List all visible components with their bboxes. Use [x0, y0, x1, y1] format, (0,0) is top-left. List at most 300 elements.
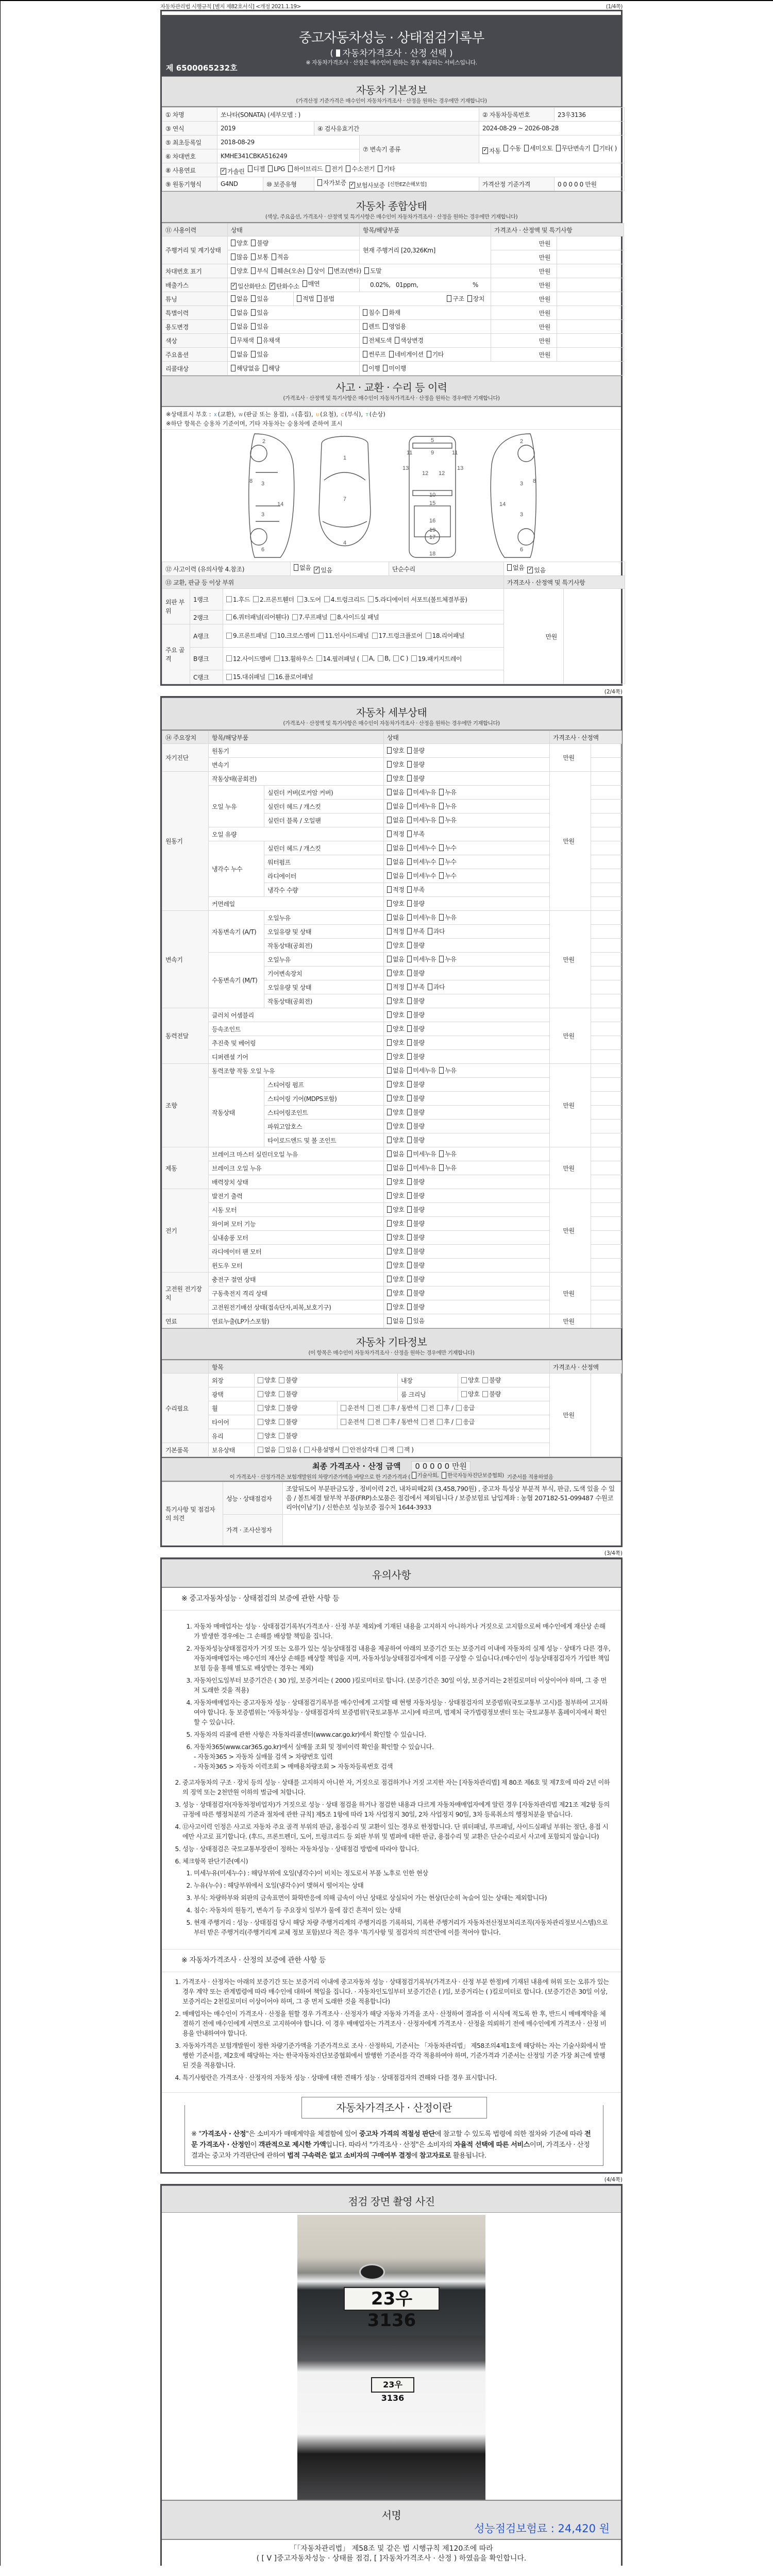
checkbox-icon[interactable]: [387, 872, 392, 879]
checkbox-icon[interactable]: [363, 309, 367, 316]
remark-cell[interactable]: [591, 1273, 622, 1286]
checked-box-icon[interactable]: ✓: [483, 147, 488, 153]
checkbox-icon[interactable]: [387, 803, 392, 809]
remark-cell[interactable]: [591, 1147, 622, 1161]
checkbox-option[interactable]: [524, 144, 553, 152]
checkbox-option[interactable]: [257, 336, 280, 345]
checkbox-option[interactable]: [226, 595, 250, 604]
checkbox-option[interactable]: [297, 294, 314, 303]
checkbox-option[interactable]: [263, 364, 280, 372]
checkbox-option[interactable]: [407, 955, 436, 963]
checkbox-icon[interactable]: [258, 1433, 263, 1439]
checkbox-icon[interactable]: [387, 789, 392, 795]
remark-cell[interactable]: [591, 1008, 622, 1022]
checkbox-icon[interactable]: [387, 1276, 392, 1282]
checkbox-icon[interactable]: [364, 267, 369, 274]
checkbox-option[interactable]: [407, 829, 424, 838]
remark-cell[interactable]: [557, 320, 624, 334]
checked-box-icon[interactable]: ✓: [314, 567, 319, 572]
checkbox-option[interactable]: [368, 595, 467, 604]
checkbox-option[interactable]: [387, 1010, 404, 1019]
checkbox-icon[interactable]: [407, 872, 412, 879]
checkbox-option[interactable]: [258, 1417, 276, 1426]
checkbox-option[interactable]: [258, 1376, 276, 1384]
checkbox-icon[interactable]: [231, 323, 236, 330]
checkbox-option[interactable]: [407, 871, 436, 880]
checkbox-option[interactable]: [292, 613, 327, 621]
checkbox-option[interactable]: [442, 1471, 504, 1479]
checkbox-icon[interactable]: [387, 956, 392, 962]
checkbox-option[interactable]: [387, 955, 404, 963]
checkbox-icon[interactable]: [407, 1137, 412, 1143]
checkbox-option[interactable]: [456, 1403, 474, 1412]
checkbox-icon[interactable]: [258, 1377, 263, 1383]
checkbox-icon[interactable]: [308, 267, 312, 274]
checkbox-icon[interactable]: [387, 942, 392, 948]
checkbox-option[interactable]: [426, 631, 465, 640]
checkbox-option[interactable]: [439, 955, 456, 963]
checkbox-icon[interactable]: [407, 914, 412, 921]
checkbox-icon[interactable]: [467, 295, 472, 302]
remark-cell[interactable]: [591, 1314, 622, 1328]
checkbox-option[interactable]: [387, 1024, 404, 1033]
checkbox-option[interactable]: [594, 144, 617, 152]
checkbox-option[interactable]: [387, 1233, 404, 1242]
checkbox-option[interactable]: [387, 1247, 404, 1256]
remark-cell[interactable]: [591, 786, 622, 800]
checkbox-option[interactable]: [407, 1136, 424, 1144]
remark-cell[interactable]: [591, 800, 622, 814]
checkbox-option[interactable]: [407, 899, 424, 908]
checkbox-option[interactable]: [387, 913, 404, 922]
checkbox-icon[interactable]: [439, 1150, 444, 1157]
checkbox-icon[interactable]: [407, 1164, 412, 1171]
checkbox-icon[interactable]: [407, 1123, 412, 1129]
remark-cell[interactable]: [557, 278, 624, 292]
remark-cell[interactable]: [591, 1120, 622, 1133]
checkbox-option[interactable]: [251, 350, 268, 359]
checkbox-icon[interactable]: [226, 596, 232, 602]
checkbox-option[interactable]: [387, 982, 404, 991]
checkbox-option[interactable]: [226, 672, 265, 681]
checkbox-option[interactable]: [363, 336, 392, 345]
checkbox-icon[interactable]: [387, 1150, 392, 1157]
checkbox-icon[interactable]: [439, 956, 444, 962]
checkbox-option[interactable]: [407, 927, 424, 936]
checkbox-option[interactable]: [447, 294, 464, 303]
remark-cell[interactable]: [591, 897, 622, 911]
checkbox-icon[interactable]: [387, 1290, 392, 1296]
checkbox-icon[interactable]: [461, 1391, 467, 1397]
checkbox-icon[interactable]: [387, 1025, 392, 1032]
checkbox-icon[interactable]: [387, 1206, 392, 1213]
checkbox-option[interactable]: [387, 1275, 404, 1283]
checkbox-icon[interactable]: [341, 1405, 346, 1411]
checkbox-icon[interactable]: [439, 803, 444, 809]
remark-cell[interactable]: [591, 869, 622, 883]
remark-cell[interactable]: [591, 911, 622, 925]
checkbox-icon[interactable]: [428, 928, 432, 935]
checkbox-option[interactable]: [363, 322, 380, 331]
checkbox-option[interactable]: [381, 1445, 394, 1454]
checkbox-option[interactable]: [407, 816, 436, 824]
checkbox-option[interactable]: [427, 350, 444, 359]
checkbox-option[interactable]: [387, 871, 404, 880]
checkbox-option[interactable]: [341, 1417, 365, 1426]
checkbox-option[interactable]: [387, 927, 404, 936]
checkbox-option[interactable]: [270, 282, 299, 291]
checkbox-icon[interactable]: [383, 309, 388, 316]
checkbox-option[interactable]: [387, 969, 404, 977]
checked-box-icon[interactable]: ✓: [231, 283, 236, 289]
checkbox-icon[interactable]: [304, 1447, 310, 1453]
checkbox-option[interactable]: [268, 672, 313, 681]
checkbox-icon[interactable]: [437, 1405, 443, 1411]
checkbox-option[interactable]: [251, 308, 268, 317]
checkbox-option[interactable]: [324, 595, 365, 604]
remark-cell[interactable]: [591, 980, 622, 994]
checkbox-option[interactable]: [407, 746, 424, 755]
checkbox-option[interactable]: [482, 146, 500, 155]
checkbox-icon[interactable]: [439, 789, 444, 795]
checkbox-option[interactable]: [407, 1219, 424, 1228]
checkbox-icon[interactable]: [368, 1419, 374, 1425]
checkbox-option[interactable]: [407, 1163, 436, 1172]
checkbox-option[interactable]: [407, 1052, 424, 1061]
checkbox-icon[interactable]: [422, 1405, 427, 1411]
checkbox-icon[interactable]: [407, 1053, 412, 1060]
checkbox-icon[interactable]: [258, 1391, 263, 1397]
checkbox-icon[interactable]: [407, 844, 412, 851]
checkbox-icon[interactable]: [439, 1067, 444, 1074]
checkbox-icon[interactable]: [387, 997, 392, 1004]
checkbox-icon[interactable]: [387, 1067, 392, 1074]
checkbox-icon[interactable]: [303, 280, 307, 287]
checkbox-option[interactable]: [258, 1403, 276, 1412]
checkbox-option[interactable]: [407, 941, 424, 950]
checkbox-option[interactable]: [407, 802, 436, 810]
remark-cell[interactable]: [591, 1133, 622, 1147]
remark-cell[interactable]: [591, 883, 622, 897]
checkbox-option[interactable]: [387, 1108, 404, 1116]
checkbox-option[interactable]: [231, 266, 248, 275]
checkbox-icon[interactable]: [407, 858, 412, 865]
checkbox-option[interactable]: [395, 336, 424, 345]
remark-cell[interactable]: [591, 1286, 622, 1300]
checkbox-icon[interactable]: [407, 1067, 412, 1074]
checkbox-icon[interactable]: [258, 1405, 263, 1411]
checkbox-option[interactable]: [387, 1094, 404, 1103]
checkbox-icon[interactable]: [271, 633, 276, 639]
checkbox-option[interactable]: [439, 816, 456, 824]
checkbox-icon[interactable]: [292, 614, 298, 620]
checkbox-icon[interactable]: [387, 1248, 392, 1255]
checkbox-option[interactable]: [316, 654, 359, 663]
checkbox-option[interactable]: [461, 1389, 479, 1398]
remark-cell[interactable]: [591, 1078, 622, 1092]
remark-cell[interactable]: [591, 1064, 622, 1078]
checkbox-option[interactable]: [383, 308, 400, 317]
remark-cell[interactable]: [591, 814, 622, 827]
remark-cell[interactable]: [557, 236, 624, 250]
checkbox-icon[interactable]: [268, 674, 274, 680]
checkbox-icon[interactable]: [407, 1081, 412, 1088]
checkbox-option[interactable]: [456, 1417, 474, 1426]
checkbox-icon[interactable]: [387, 1317, 392, 1324]
checkbox-icon[interactable]: [387, 1262, 392, 1268]
checkbox-option[interactable]: [251, 239, 268, 247]
remark-cell[interactable]: [591, 1161, 622, 1175]
checkbox-option[interactable]: [363, 308, 380, 317]
checkbox-option[interactable]: [428, 982, 445, 991]
checkbox-icon[interactable]: [257, 337, 262, 344]
checkbox-icon[interactable]: [317, 295, 322, 302]
checkbox-option[interactable]: [387, 1289, 404, 1297]
checkbox-icon[interactable]: [387, 775, 392, 782]
checkbox-icon[interactable]: [378, 165, 382, 172]
checkbox-option[interactable]: [387, 1219, 404, 1228]
checkbox-option[interactable]: [272, 266, 305, 275]
checkbox-option[interactable]: [439, 1149, 456, 1158]
checkbox-icon[interactable]: [279, 1419, 284, 1425]
checkbox-icon[interactable]: [251, 351, 256, 358]
checkbox-icon[interactable]: [387, 886, 392, 893]
checkbox-option[interactable]: [378, 655, 390, 662]
checkbox-option[interactable]: [556, 144, 591, 152]
checkbox-option[interactable]: [527, 566, 545, 574]
checkbox-option[interactable]: [428, 927, 445, 936]
checkbox-option[interactable]: [387, 1149, 404, 1158]
checkbox-option[interactable]: [387, 1177, 404, 1186]
checkbox-icon[interactable]: [387, 831, 392, 837]
checkbox-icon[interactable]: [482, 1391, 488, 1397]
checkbox-option[interactable]: [407, 1191, 424, 1200]
checkbox-option[interactable]: [378, 164, 395, 173]
checkbox-icon[interactable]: [324, 596, 330, 602]
checkbox-icon[interactable]: [381, 1447, 387, 1453]
checkbox-option[interactable]: [422, 1417, 434, 1426]
remark-cell[interactable]: [591, 827, 622, 841]
remark-cell[interactable]: [591, 772, 622, 786]
checkbox-icon[interactable]: [387, 817, 392, 823]
checkbox-option[interactable]: [274, 654, 313, 663]
checkbox-option[interactable]: [251, 266, 268, 275]
checkbox-icon[interactable]: [407, 1178, 412, 1185]
remark-cell[interactable]: [591, 1050, 622, 1064]
checkbox-icon[interactable]: [346, 165, 350, 172]
checkbox-icon[interactable]: [393, 655, 399, 662]
checkbox-icon[interactable]: [407, 1025, 412, 1032]
checkbox-option[interactable]: [279, 1389, 297, 1398]
checkbox-option[interactable]: [461, 1376, 479, 1384]
checkbox-option[interactable]: [407, 1247, 424, 1256]
checkbox-option[interactable]: [437, 1403, 453, 1412]
checkbox-option[interactable]: [308, 266, 325, 275]
checkbox-option[interactable]: [387, 1122, 404, 1130]
remark-cell[interactable]: [591, 925, 622, 939]
checkbox-icon[interactable]: [253, 596, 259, 602]
checkbox-option[interactable]: [251, 322, 268, 331]
remark-cell[interactable]: [591, 1374, 622, 1457]
checkbox-icon[interactable]: [456, 1419, 462, 1425]
checkbox-icon[interactable]: [407, 1248, 412, 1255]
checkbox-option[interactable]: [318, 631, 368, 640]
checkbox-option[interactable]: [226, 613, 289, 621]
checkbox-icon[interactable]: [407, 747, 412, 754]
checkbox-icon[interactable]: [368, 1405, 374, 1411]
checkbox-icon[interactable]: [407, 942, 412, 948]
checkbox-icon[interactable]: [251, 295, 256, 302]
remark-cell[interactable]: [557, 348, 624, 362]
checkbox-option[interactable]: [387, 1302, 404, 1311]
checkbox-option[interactable]: [368, 1417, 380, 1426]
checkbox-icon[interactable]: [407, 1011, 412, 1018]
remark-cell[interactable]: [591, 1106, 622, 1120]
checkbox-option[interactable]: [407, 1038, 424, 1047]
checkbox-option[interactable]: [346, 164, 375, 173]
checkbox-icon[interactable]: [330, 614, 336, 620]
checkbox-icon[interactable]: [407, 831, 412, 837]
checkbox-icon[interactable]: [383, 365, 388, 371]
checkbox-option[interactable]: [407, 1205, 424, 1214]
checkbox-option[interactable]: [349, 181, 385, 190]
checkbox-icon[interactable]: [387, 1095, 392, 1101]
checkbox-icon[interactable]: [363, 365, 367, 371]
checkbox-icon[interactable]: [389, 351, 394, 358]
checkbox-icon[interactable]: [387, 1039, 392, 1046]
checkbox-icon[interactable]: [407, 928, 412, 935]
checkbox-option[interactable]: [387, 1052, 404, 1061]
checkbox-option[interactable]: [439, 857, 456, 866]
checkbox-icon[interactable]: [387, 1178, 392, 1185]
checkbox-option[interactable]: [393, 655, 408, 662]
checkbox-option[interactable]: [387, 774, 404, 783]
remark-cell[interactable]: [591, 967, 622, 980]
checkbox-option[interactable]: [231, 252, 248, 261]
checkbox-icon[interactable]: [387, 1053, 392, 1060]
checkbox-icon[interactable]: [428, 984, 432, 990]
checkbox-icon[interactable]: [447, 295, 451, 302]
checkbox-option[interactable]: [507, 563, 524, 572]
checkbox-icon[interactable]: [407, 803, 412, 809]
checkbox-option[interactable]: [387, 843, 404, 852]
checkbox-option[interactable]: [387, 1163, 404, 1172]
checkbox-icon[interactable]: [363, 323, 367, 330]
remark-cell[interactable]: [591, 1092, 622, 1106]
checkbox-icon[interactable]: [263, 365, 267, 371]
checkbox-option[interactable]: [412, 1471, 439, 1479]
checkbox-icon[interactable]: [395, 337, 399, 344]
checkbox-option[interactable]: [387, 1080, 404, 1089]
remark-cell[interactable]: [557, 306, 624, 320]
checkbox-option[interactable]: [407, 1177, 424, 1186]
remark-cell[interactable]: [591, 1203, 622, 1217]
checkbox-option[interactable]: [439, 871, 456, 880]
checkbox-icon[interactable]: [456, 1405, 462, 1411]
checkbox-icon[interactable]: [461, 1377, 467, 1383]
checkbox-option[interactable]: [387, 899, 404, 908]
checkbox-option[interactable]: [231, 350, 248, 359]
remark-cell[interactable]: [591, 1259, 622, 1273]
checkbox-icon[interactable]: [407, 1039, 412, 1046]
checkbox-option[interactable]: [363, 364, 380, 372]
checkbox-icon[interactable]: [387, 858, 392, 865]
checkbox-option[interactable]: [231, 336, 254, 345]
checkbox-option[interactable]: [407, 1275, 424, 1283]
checkbox-option[interactable]: [383, 1403, 418, 1412]
checkbox-icon[interactable]: [387, 928, 392, 935]
checkbox-option[interactable]: [221, 167, 245, 176]
checkbox-icon[interactable]: [407, 1220, 412, 1227]
checkbox-option[interactable]: [387, 941, 404, 950]
checkbox-icon[interactable]: [387, 914, 392, 921]
checkbox-option[interactable]: [364, 266, 381, 275]
checkbox-icon[interactable]: [251, 309, 256, 316]
checkbox-icon[interactable]: [407, 1206, 412, 1213]
checkbox-icon[interactable]: [387, 1234, 392, 1241]
checkbox-option[interactable]: [268, 165, 285, 173]
checkbox-icon[interactable]: [387, 1011, 392, 1018]
checkbox-option[interactable]: [387, 746, 404, 755]
checkbox-option[interactable]: [407, 1108, 424, 1116]
checkbox-icon[interactable]: [407, 1192, 412, 1199]
checkbox-option[interactable]: [387, 1136, 404, 1144]
checkbox-option[interactable]: [279, 1417, 297, 1426]
checkbox-option[interactable]: [341, 1403, 365, 1412]
checkbox-option[interactable]: [363, 350, 386, 359]
checkbox-icon[interactable]: [412, 1472, 416, 1479]
checkbox-icon[interactable]: [268, 165, 273, 172]
checkbox-icon[interactable]: [407, 1262, 412, 1268]
checkbox-icon[interactable]: [279, 1447, 284, 1453]
remark-cell[interactable]: [564, 589, 625, 684]
checkbox-icon[interactable]: [251, 240, 256, 246]
checkbox-icon[interactable]: [368, 596, 374, 602]
checkbox-option[interactable]: [407, 760, 424, 769]
checkbox-option[interactable]: [387, 802, 404, 810]
checkbox-option[interactable]: [387, 1205, 404, 1214]
checkbox-icon[interactable]: [439, 1164, 444, 1171]
checkbox-icon[interactable]: [407, 775, 412, 782]
checkbox-icon[interactable]: [387, 1109, 392, 1115]
checkbox-icon[interactable]: [341, 1419, 346, 1425]
checkbox-icon[interactable]: [556, 145, 561, 151]
checkbox-icon[interactable]: [407, 1109, 412, 1115]
checkbox-option[interactable]: [407, 1094, 424, 1103]
checkbox-option[interactable]: [271, 631, 315, 640]
checkbox-option[interactable]: [231, 322, 248, 331]
remark-cell[interactable]: [557, 292, 624, 306]
checkbox-option[interactable]: [407, 1080, 424, 1089]
checkbox-icon[interactable]: [383, 1419, 389, 1425]
checkbox-icon[interactable]: [387, 1164, 392, 1171]
checkbox-icon[interactable]: [407, 997, 412, 1004]
checkbox-icon[interactable]: [272, 267, 276, 274]
checkbox-icon[interactable]: [387, 1081, 392, 1088]
checkbox-option[interactable]: [422, 1403, 434, 1412]
checkbox-option[interactable]: [279, 1376, 297, 1384]
remark-cell[interactable]: [591, 1175, 622, 1189]
checkbox-option[interactable]: [387, 1038, 404, 1047]
remark-cell[interactable]: [591, 744, 622, 758]
checkbox-icon[interactable]: [317, 179, 322, 186]
checkbox-option[interactable]: [372, 631, 423, 640]
checkbox-icon[interactable]: [383, 323, 388, 330]
checkbox-icon[interactable]: [524, 145, 529, 151]
checkbox-option[interactable]: [407, 1233, 424, 1242]
checkbox-option[interactable]: [383, 1417, 418, 1426]
checkbox-icon[interactable]: [297, 596, 303, 602]
